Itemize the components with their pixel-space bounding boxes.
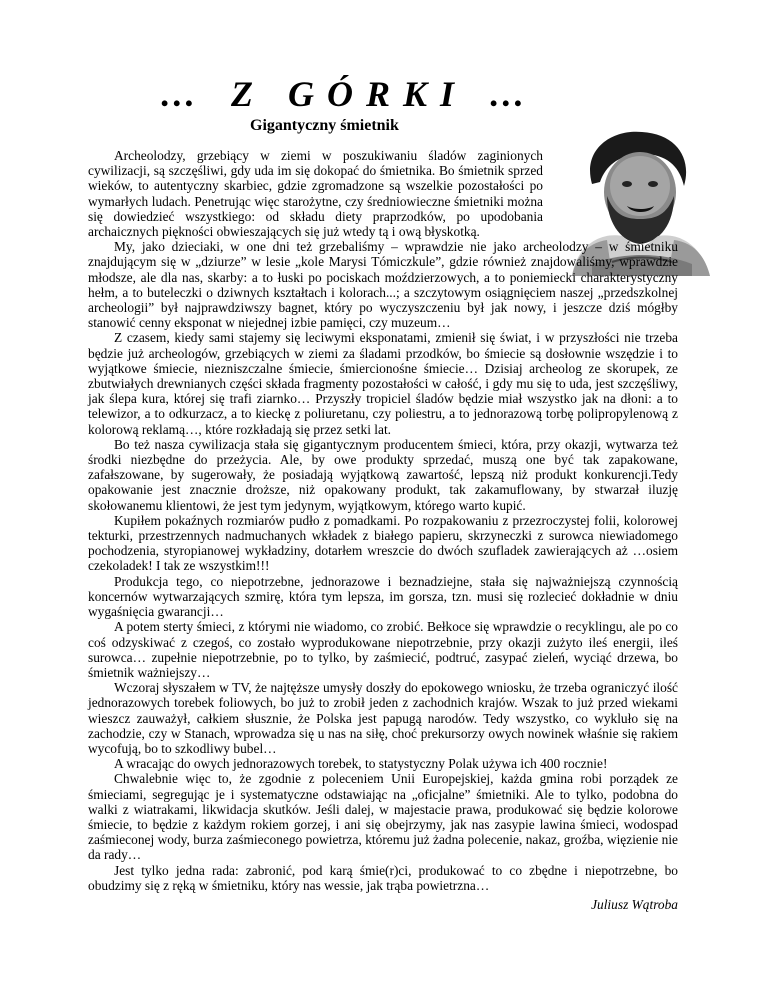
paragraph: A potem sterty śmieci, z którymi nie wiadomo, co zrobić. Bełkoce się wprawdzie o recyklingu, ale po co coś odzyskiwać z czegoś, co zostało wyprodukowane niepotrzebnie, przy okazji zużyto ileś energii, ileś surowca… zupełnie niepotrzebnie, po to tylko, by zaśmiecić, podtruć, zasypać zieleń, wyciąć drzewa, bo śmietnik ważniejszy… xyxy=(88,619,678,680)
paragraph: My, jako dzieciaki, w one dni też grzebaliśmy – wprawdzie nie jako archeolodzy – w śmietniku znajdującym się w „dziurze” w lesie „kole Marysi Tómiczkule”, gdzie również znajdowaliśmy, wprawdzie młodsze, ale dla nas, skarby: a to łuski po pociskach moździerzowych, a to poniemiecki charakterystyczny hełm, a to buteleczki o dziwnych kształtach i kolorach...; a szczytowym osiągnięciem naszej „przedszkolnej archeologii” był najprawdziwszy bagnet, który po wyczyszczeniu był jak nowy, i jeszcze dziś mógłby stanowić cenny eksponat w niejednej izbie pamięci, czy muzeum… xyxy=(88,239,678,331)
paragraph: Bo też nasza cywilizacja stała się gigantycznym producentem śmieci, która, przy okazji, wytwarza też środki niezbędne do przeżycia. Ale, by owe produkty sprzedać, muszą one być tak zapakowane, zafałszowane, by sugerowały, że posiadają wyjątkową zawartość, lepszą niż produkt konkurencji.Tedy opakowanie jest znacznie droższe, niż opakowany produkt, tak zakamuflowany, by stwarzał iluzję skołowanemu klientowi, że jest tym jedynym, wyjątkowym, którego warto kupić. xyxy=(88,436,678,513)
article-body xyxy=(88,148,678,893)
paragraph: Z czasem, kiedy sami stajemy się leciwymi eksponatami, zmienił się świat, i w przyszłości nie trzeba będzie już archeologów, grzebiących w ziemi za śladami przodków, bo śmiecie są dosłownie wszędzie i to wyjątkowe śmiecie, niezniszczalne śmiecie, śmiercionośne śmiecie… Dzisiaj archeolog ze skorupek, ze zbutwiałych drewnianych części składa fragmenty pozostałości w całość, i gdy mu się to uda, jest szczęśliwy, jak ślepa kura, której się trafi ziarnko… Przyszły tropiciel śladów będzie miał wszystko jak na dłoni: a to telewizor, a to odkurzacz, a to kieckę z poliuretanu, czy poliestru, a to jednorazową torbę polipropylenową z kolorową reklamą…, które rozkładają się przez setki lat. xyxy=(88,330,678,437)
paragraph: Produkcja tego, co niepotrzebne, jednorazowe i beznadziejne, stała się najważniejszą czynnością koncernów wytwarzających szmirę, która tym lepsza, im gorsza, tzn. musi się rozlecieć dokładnie w dniu wygaśnięcia gwarancji… xyxy=(88,573,678,620)
paragraph: Kupiłem pokaźnych rozmiarów pudło z pomadkami. Po rozpakowaniu z przezroczystej folii, kolorowej tekturki, przestrzennych nadmuchanych wkładek z białego papieru, skrzyneczki z surowca niewiadomego pochodzenia, styropianowej wykładziny, dotarłem wreszcie do dwóch szufladek zawierających aż …osiem czekoladek! I tak ze wszystkim!!! xyxy=(88,512,678,574)
paragraph: Wczoraj słyszałem w TV, że najtęższe umysły doszły do epokowego wniosku, że trzeba ograniczyć ilość jednorazowych torebek foliowych, bo już to zrobił jeden z zachodnich krajów. Wszak to już przed wiekami wieszcz zauważył, całkiem słusznie, że Polska jest papugą narodów. Tedy wszystko, co wykluło się na zachodzie, czy w Stanach, wprowadza się u nas na siłę, choć prekursorzy owych nowinek właśnie się rakiem wycofują, bo to szkodliwy bubel… xyxy=(88,680,678,756)
masthead-title: … Z GÓRKI … xyxy=(160,74,539,114)
author-signature: Juliusz Wątroba xyxy=(591,897,678,912)
paragraph: A wracając do owych jednorazowych torebek, to statystyczny Polak używa ich 400 rocznie! xyxy=(114,756,608,772)
paragraph: Chwalebnie więc to, że zgodnie z poleceniem Unii Europejskiej, każda gmina robi porządek ze śmieciami, segregując je i systematyczne odstawiając na „oficjalne” śmietniki. Ale to tylko, podobna do walki z wiatrakami, likwidacja skutków. Jeśli dalej, w majestacie prawa, produkować się będzie kolorowe śmiecie, to będzie z każdym rokiem gorzej, i ani się obejrzymy, jak nas zasypie lawina śmieci, wodospad zaśmieconej wody, burza zaśmieconego powietrza, któremu już żadna polecenie, nakaz, groźba, więzienie nie da rady… xyxy=(88,771,678,863)
paragraph: Jest tylko jedna rada: zabronić, pod karą śmie(r)ci, produkować to co zbędne i niepotrzebne, bo obudzimy się z ręką w śmietniku, który nas wessie, jak trąba powietrzna… xyxy=(88,862,678,893)
article-title: Gigantyczny śmietnik xyxy=(250,117,399,134)
paragraph: Archeolodzy, grzebiący w ziemi w poszukiwaniu śladów zaginionych cywilizacji, są szczęśliwi, gdy uda im się dokopać do śmietnika. Bo śmietnik sprzed wieków, to autentyczny skarbiec, gdzie zgromadzone są wszelkie pozostałości po wymarłych ludach. Penetrując więc starożytne, czy średniowieczne śmietniki można się dowiedzieć wszystkiego: od składu diety praprzodków, po upodobania archaicznych piękności obwieszających się już wtedy tą i ową błyskotką. xyxy=(88,148,543,240)
